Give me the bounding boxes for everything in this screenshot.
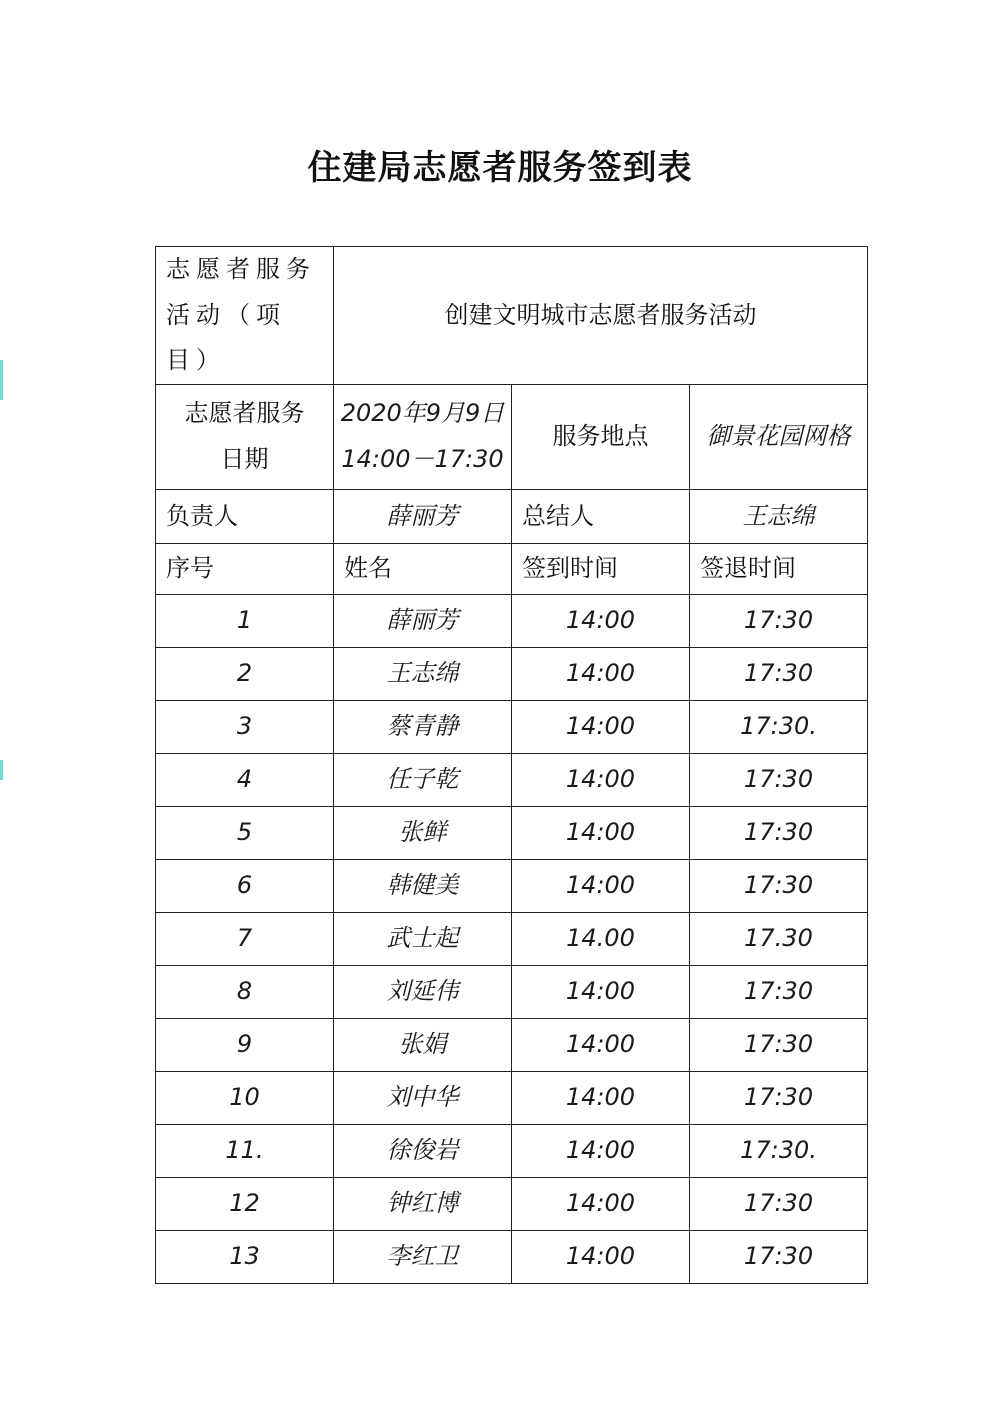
row-sign-in-time: 14:00 xyxy=(512,1071,690,1124)
table-row xyxy=(156,1230,868,1283)
leaders-row xyxy=(156,489,868,543)
date-label xyxy=(156,384,334,489)
row-number: 7 xyxy=(156,912,334,965)
scan-edge-mark xyxy=(0,760,3,780)
col-header-number: 序号 xyxy=(156,543,334,594)
row-sign-out-time: 17:30 xyxy=(690,1177,868,1230)
table-row xyxy=(156,859,868,912)
row-sign-out-time: 17:30. xyxy=(690,700,868,753)
row-sign-in-time: 14:00 xyxy=(512,1177,690,1230)
row-sign-in-time: 14:00 xyxy=(512,1230,690,1283)
column-header-row xyxy=(156,543,868,594)
date-label-line2: 日期 xyxy=(220,444,269,473)
row-sign-out-time: 17:30 xyxy=(690,1071,868,1124)
row-name-signature: 张娟 xyxy=(334,1018,512,1071)
row-sign-in-time: 14:00 xyxy=(512,859,690,912)
date-label-line1: 志愿者服务 xyxy=(184,399,305,428)
row-sign-out-time: 17:30 xyxy=(690,753,868,806)
table-row xyxy=(156,753,868,806)
table-row xyxy=(156,1124,868,1177)
location-value: 御景花园网格 xyxy=(690,384,868,489)
row-name-signature: 王志绵 xyxy=(334,647,512,700)
table-row xyxy=(156,700,868,753)
row-sign-out-time: 17:30 xyxy=(690,1230,868,1283)
row-name-signature: 薛丽芳 xyxy=(334,594,512,647)
row-sign-out-time: 17:30 xyxy=(690,859,868,912)
row-number: 12 xyxy=(156,1177,334,1230)
row-sign-in-time: 14:00 xyxy=(512,594,690,647)
responsible-signature: 薛丽芳 xyxy=(334,489,512,543)
table-row xyxy=(156,1177,868,1230)
row-sign-out-time: 17:30 xyxy=(690,647,868,700)
row-sign-out-time: 17.30 xyxy=(690,912,868,965)
table-row xyxy=(156,1018,868,1071)
page-title: 住建局志愿者服务签到表 xyxy=(307,148,693,188)
row-sign-in-time: 14:00 xyxy=(512,700,690,753)
row-number: 5 xyxy=(156,806,334,859)
table-row xyxy=(156,965,868,1018)
date-value-line1: 2020年9月9日 xyxy=(340,399,505,428)
col-header-sign-out: 签退时间 xyxy=(690,543,868,594)
activity-label-line1: 志愿者服务 xyxy=(166,255,316,283)
sign-in-table xyxy=(155,246,868,1284)
row-sign-out-time: 17:30 xyxy=(690,965,868,1018)
activity-label xyxy=(156,247,334,385)
row-number: 8 xyxy=(156,965,334,1018)
summary-signature: 王志绵 xyxy=(690,489,868,543)
row-number: 13 xyxy=(156,1230,334,1283)
date-value-line2: 14:00－17:30 xyxy=(341,444,504,473)
row-name-signature: 韩健美 xyxy=(334,859,512,912)
row-name-signature: 刘延伟 xyxy=(334,965,512,1018)
scan-edge-mark xyxy=(0,360,3,400)
activity-value: 创建文明城市志愿者服务活动 xyxy=(334,247,868,385)
row-number: 9 xyxy=(156,1018,334,1071)
row-sign-in-time: 14:00 xyxy=(512,806,690,859)
col-header-sign-in: 签到时间 xyxy=(512,543,690,594)
row-name-signature: 蔡青静 xyxy=(334,700,512,753)
col-header-name: 姓名 xyxy=(334,543,512,594)
date-row xyxy=(156,384,868,489)
row-sign-out-time: 17:30 xyxy=(690,1018,868,1071)
row-number: 1 xyxy=(156,594,334,647)
row-number: 11. xyxy=(156,1124,334,1177)
table-row xyxy=(156,806,868,859)
table-row xyxy=(156,1071,868,1124)
activity-label-line2: 活动（项目） xyxy=(166,300,286,375)
row-sign-out-time: 17:30 xyxy=(690,806,868,859)
table-row xyxy=(156,594,868,647)
table-row xyxy=(156,647,868,700)
row-sign-in-time: 14:00 xyxy=(512,753,690,806)
row-number: 4 xyxy=(156,753,334,806)
row-number: 3 xyxy=(156,700,334,753)
row-sign-in-time: 14.00 xyxy=(512,912,690,965)
row-sign-in-time: 14:00 xyxy=(512,965,690,1018)
summary-label: 总结人 xyxy=(512,489,690,543)
row-sign-in-time: 14:00 xyxy=(512,647,690,700)
responsible-label: 负责人 xyxy=(156,489,334,543)
row-number: 2 xyxy=(156,647,334,700)
row-sign-in-time: 14:00 xyxy=(512,1124,690,1177)
location-label: 服务地点 xyxy=(512,384,690,489)
row-name-signature: 任子乾 xyxy=(334,753,512,806)
activity-row xyxy=(156,247,868,385)
row-name-signature: 徐俊岩 xyxy=(334,1124,512,1177)
row-number: 10 xyxy=(156,1071,334,1124)
row-sign-in-time: 14:00 xyxy=(512,1018,690,1071)
table-row xyxy=(156,912,868,965)
row-name-signature: 武士起 xyxy=(334,912,512,965)
row-name-signature: 钟红博 xyxy=(334,1177,512,1230)
date-value xyxy=(334,384,512,489)
row-number: 6 xyxy=(156,859,334,912)
row-name-signature: 张鲜 xyxy=(334,806,512,859)
row-name-signature: 刘中华 xyxy=(334,1071,512,1124)
row-sign-out-time: 17:30. xyxy=(690,1124,868,1177)
row-sign-out-time: 17:30 xyxy=(690,594,868,647)
row-name-signature: 李红卫 xyxy=(334,1230,512,1283)
